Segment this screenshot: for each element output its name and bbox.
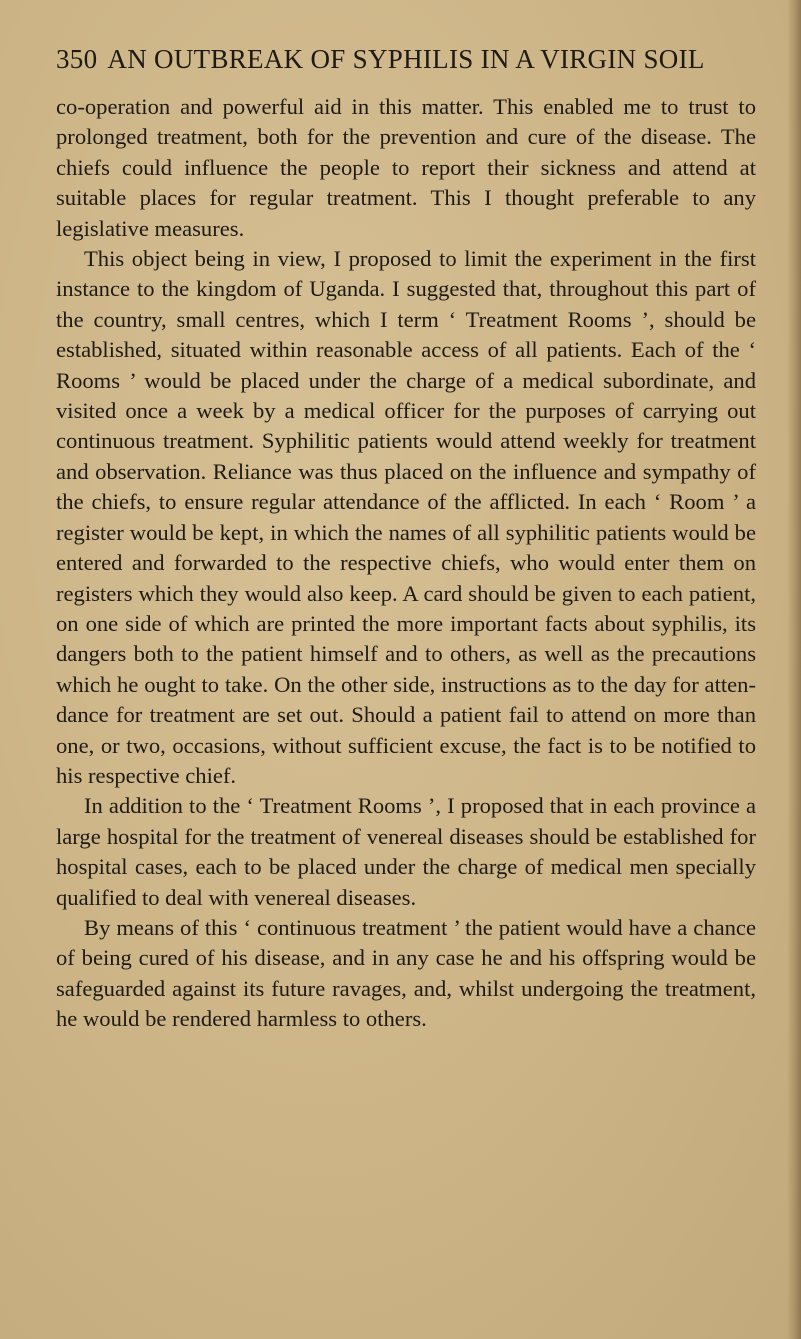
body-text [56,92,756,1035]
running-header [56,44,746,84]
page-edge-shadow [787,0,801,1339]
page-number: 350 [56,44,98,74]
paragraph-1: co-operation and powerful aid in this matter. This enabled me to trust to prolonged treatment, both for the prevention and cure of the disease. The chiefs could influence the people to report their sickness and attend at suitable places for regular treatment. This I thought preferable to any legislative measures. [56,94,756,241]
paragraph-2: This object being in view, I proposed to limit the experiment in the first instance to the kingdom of Uganda. I suggested that, throughout this part of the country, small centres, which I term ‘ Treatment Rooms ’, should be established, situated within reasonable access of all patients. Each of the ‘ Rooms ’ would be placed under the charge of a medical subordinate, and visited once a week by a medical officer for the purposes of carrying out continuous treatment. Syphilitic patients would attend weekly for treatment and observation. Reliance was thus placed on the influence and sympathy of the chiefs, to ensure regular attendance of the afflicted. In each ‘ Room ’ a register would be kept, in which the names of all syphilitic patients would be entered and forwarded to the respective chiefs, who would enter them on registers which they would also keep. A card should be given to each patient, on one side of which are printed the more important facts about syphilis, its dangers both to the patient himself and to others, as well as the precautions which he ought to take. On the other side, instructions as to the day for atten- dance for treatment are set out. Should a patient fail to attend on more than one, or two, occasions, without sufficient excuse, the fact is to be notified to his respective chief. [56,246,756,788]
paragraph-3: In addition to the ‘ Treatment Rooms ’, I proposed that in each province a large hospital for the treatment of venereal diseases should be established for hospital cases, each to be placed under the charge of medical men specially qualified to deal with venereal diseases. [56,793,756,910]
running-title: AN OUTBREAK OF SYPHILIS IN A VIRGIN SOIL [107,44,705,74]
paragraph-4: By means of this ‘ continuous treatment ’ the patient would have a chance of being cured of his disease, and in any case he and his offspring would be safeguarded against its future ravages, and, whilst undergoing the treatment, he would be rendered harmless to others. [56,914,756,1032]
